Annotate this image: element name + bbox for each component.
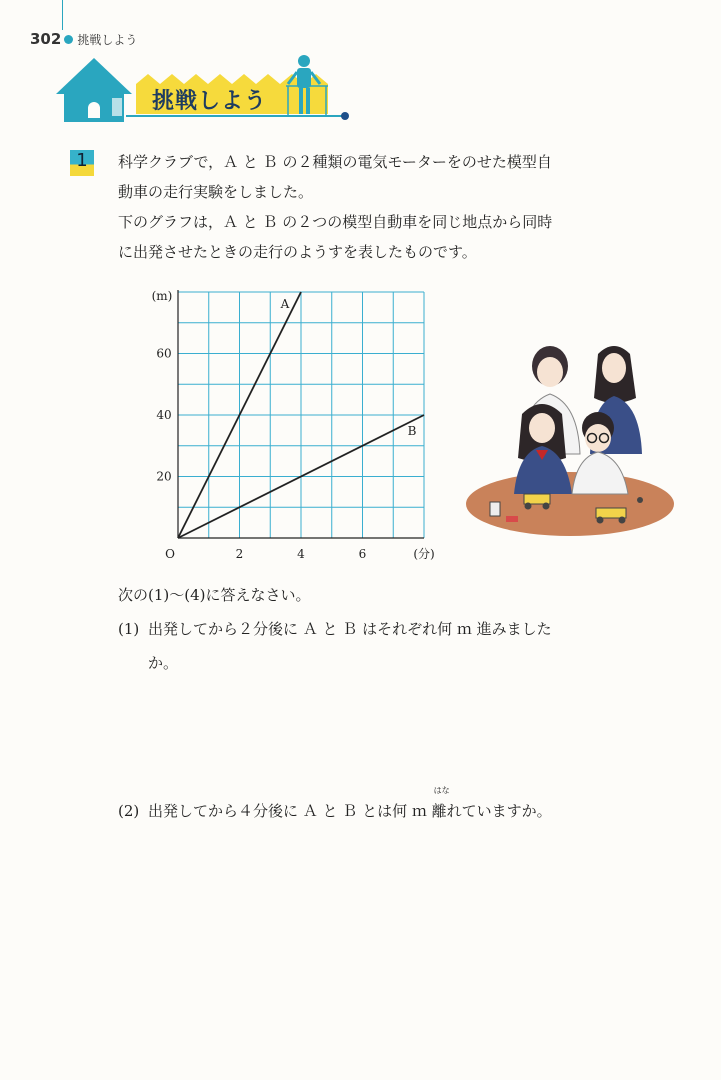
intro-line: 科学クラブで，Ａ と Ｂ の２種類の電気モーターをのせた模型自 [118,153,552,171]
y-tick-label: 60 [156,346,172,361]
students-illustration [462,334,677,539]
subquestion-1-continuation: か。 [148,654,179,672]
banner-title: 挑戦しよう [152,89,268,114]
subquestion-2-number: (2) [118,802,140,820]
x-tick-label: 6 [358,547,367,561]
series-label-b: B [407,424,417,438]
x-tick-label: 2 [235,547,244,561]
x-axis-label: (分) [413,547,435,561]
ruby-kanji [431,786,450,826]
house-icon [56,58,132,122]
series-label-a: A [280,297,290,311]
instruction-text: 次の(1)～(4)に答えなさい。 [118,586,311,604]
question-number-badge: 1 [70,150,94,176]
subquestion-2-text-end: れていますか。 [446,802,552,820]
bullet-dot-icon [64,35,73,44]
intro-line: に出発させたときの走行のようすを表したものです。 [118,243,477,261]
distance-time-chart [140,284,450,564]
ruby-base: 離 [431,802,447,820]
x-tick-label: 4 [297,547,305,561]
page-edge-line [62,0,63,30]
banner-end-dot-icon [341,112,349,120]
furigana: はな [433,786,450,795]
question-intro [118,147,588,267]
y-axis-label: (m) [151,289,173,303]
subquestion-1 [118,612,588,680]
subquestion-2 [118,786,618,826]
intro-line: 下のグラフは，Ａ と Ｂ の２つの模型自動車を同じ地点から同時 [118,213,553,231]
intro-line: 動車の走行実験をしました。 [118,183,314,201]
y-tick-label: 20 [156,469,172,484]
subquestion-1-text: 出発してから２分後に Ａ と Ｂ はそれぞれ何 ｍ 進みました [148,620,552,638]
y-tick-label: 40 [156,408,172,422]
page-header [30,30,137,48]
origin-label: O [165,547,175,561]
subquestion-1-number: (1) [118,620,140,638]
subquestion-2-text: 出発してから４分後に Ａ と Ｂ とは何 ｍ [148,802,432,820]
running-title: 挑戦しよう [77,32,138,47]
page-number: 302 [30,30,62,48]
